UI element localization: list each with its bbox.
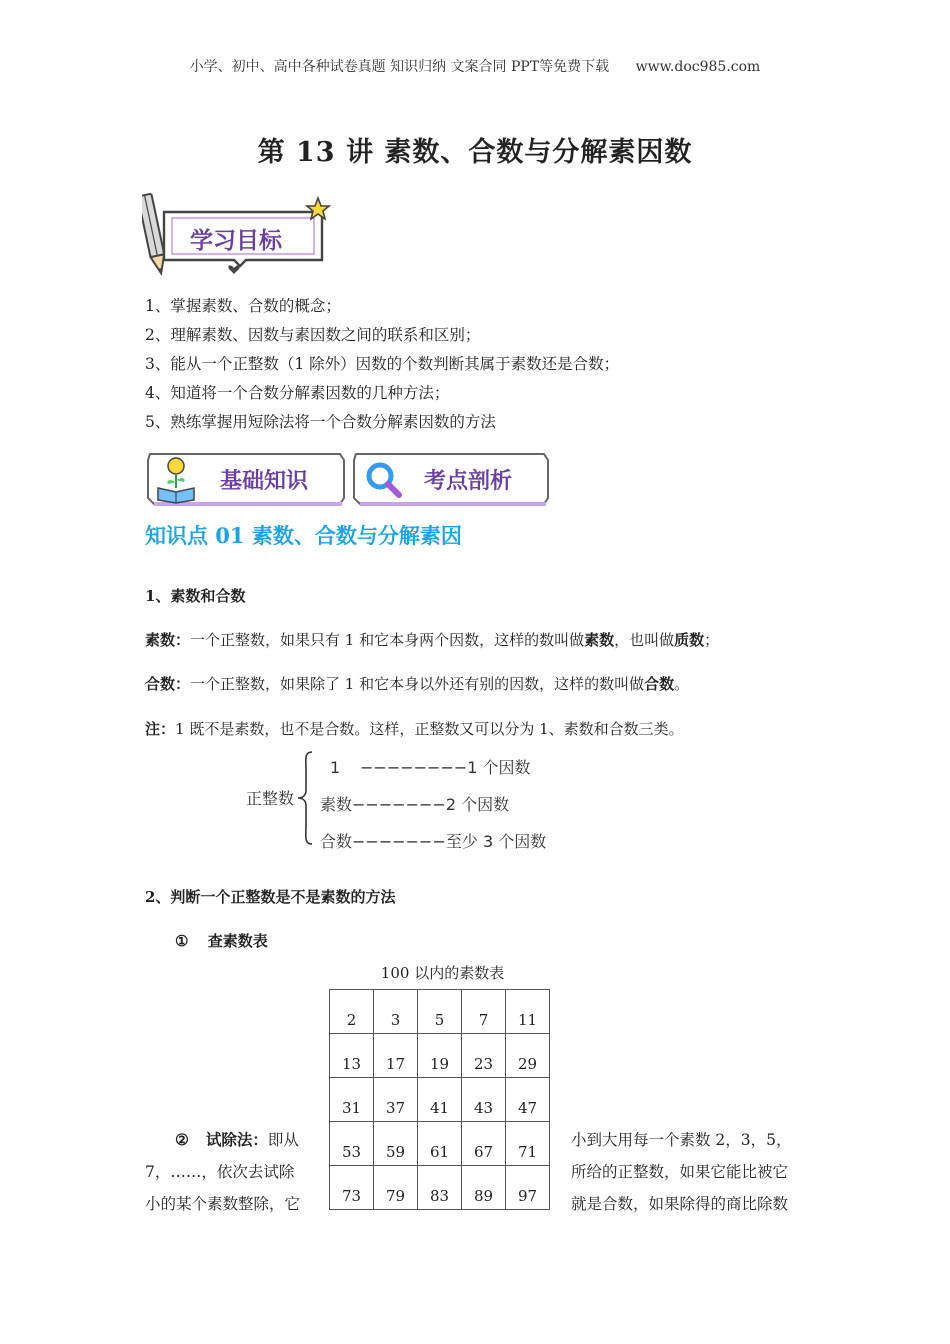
table-row: [330, 990, 550, 1034]
objective-item: 3、能从一个正整数（1 除外）因数的个数判断其属于素数还是合数；: [145, 355, 620, 373]
tree-row: [320, 823, 546, 860]
table-row: [330, 1122, 550, 1166]
section2-heading: 2、判断一个正整数是不是素数的方法: [145, 888, 396, 906]
header-text: 小学、初中、高中各种试卷真题 知识归纳 文案合同 PPT等免费下载: [189, 59, 610, 75]
prime-text: ；: [704, 631, 720, 649]
tree-row-dash: −−−−−−−: [352, 832, 446, 851]
objectives-badge: [142, 190, 337, 280]
table-cell: 73: [330, 1166, 374, 1210]
tab-basic-knowledge: [144, 450, 346, 510]
table-cell: 7: [462, 990, 506, 1034]
table-cell: 41: [418, 1078, 462, 1122]
table-cell: 89: [462, 1166, 506, 1210]
note-text: 1 既不是素数，也不是合数。这样，正整数又可以分为 1、素数和合数三类。: [175, 720, 684, 738]
table-cell: 19: [418, 1034, 462, 1078]
objectives-list: [145, 292, 619, 437]
table-cell: 71: [506, 1122, 550, 1166]
method2-line: [145, 1124, 320, 1156]
prime-term: 素数: [584, 631, 615, 649]
method2-line: 就是合数，如果除得的商比除数: [571, 1195, 789, 1213]
tree-row: [320, 749, 546, 786]
note: [145, 718, 684, 739]
prime-text: ，也叫做: [614, 631, 675, 649]
table-cell: 37: [374, 1078, 418, 1122]
table-cell: 31: [330, 1078, 374, 1122]
method2-right-text: [571, 1124, 811, 1220]
composite-label: 合数：: [145, 675, 191, 693]
tree-root: 正整数: [246, 789, 295, 808]
table-caption: 100 以内的素数表: [380, 964, 505, 982]
prime-term: 质数: [674, 631, 705, 649]
tree-row-dash: −−−−−−−: [352, 795, 446, 814]
tree-rows: [320, 749, 546, 860]
method2-left-text: [145, 1124, 320, 1220]
table-row: [330, 1166, 550, 1210]
table-cell: 79: [374, 1166, 418, 1210]
table-cell: 11: [506, 990, 550, 1034]
page-title: 第 13 讲 素数、合数与分解素因数: [257, 137, 693, 168]
method2-number: ②: [175, 1130, 189, 1149]
method2-line: 所给的正整数，如果它能比被它: [571, 1163, 789, 1181]
composite-text: 。: [674, 675, 690, 693]
table-cell: 83: [418, 1166, 462, 1210]
note-label: 注：: [145, 720, 176, 738]
prime-definition: [145, 629, 719, 650]
table-cell: 59: [374, 1122, 418, 1166]
table-row: [330, 1078, 550, 1122]
table-cell: 61: [418, 1122, 462, 1166]
tree-row-name: 1: [330, 758, 341, 777]
table-cell: 43: [462, 1078, 506, 1122]
objective-item: 4、知道将一个合数分解素因数的几种方法；: [145, 384, 450, 402]
page-header: [0, 56, 950, 76]
method2-title: 试除法：: [205, 1130, 268, 1149]
tab-analysis-label: 考点剖析: [424, 469, 513, 494]
table-cell: 67: [462, 1122, 506, 1166]
tree-row-desc: 1 个因数: [467, 758, 531, 777]
table-cell: 23: [462, 1034, 506, 1078]
objective-item: 2、理解素数、因数与素因数之间的联系和区别；: [145, 326, 481, 344]
method1-title: 查素数表: [207, 932, 268, 950]
table-cell: 97: [506, 1166, 550, 1210]
table-cell: 3: [374, 990, 418, 1034]
header-site: www.doc985.com: [635, 59, 761, 75]
tree-row-desc: 2 个因数: [445, 795, 510, 814]
tab-basic-label: 基础知识: [220, 469, 309, 494]
composite-text: 一个正整数，如果除了 1 和它本身以外还有别的因数，这样的数叫做: [190, 675, 645, 693]
composite-term: 合数: [644, 675, 675, 693]
prime-text: 一个正整数，如果只有 1 和它本身两个因数，这样的数叫做: [190, 631, 585, 649]
method1: [175, 930, 268, 951]
tree-row: [320, 786, 546, 823]
objectives-badge-label: 学习目标: [190, 228, 282, 254]
prime-table: [329, 989, 550, 1210]
table-cell: 13: [330, 1034, 374, 1078]
objective-item: 5、熟练掌握用短除法将一个合数分解素因数的方法: [145, 413, 496, 431]
table-cell: 17: [374, 1034, 418, 1078]
tree-row-name: 合数: [320, 832, 353, 851]
method2-line: 小到大用每一个素数 2，3，5，: [571, 1131, 792, 1149]
table-cell: 29: [506, 1034, 550, 1078]
tree-row-dash: −−−−−−−−: [360, 758, 468, 777]
section1-heading: 1、素数和合数: [145, 587, 246, 605]
knowledge-point-title: 知识点 01 素数、合数与分解素因: [145, 523, 462, 548]
method2-line: 小的某个素数整除，它: [145, 1195, 301, 1213]
method1-number: ①: [175, 932, 189, 950]
method2-line: 7，……，依次去试除: [145, 1163, 295, 1181]
table-cell: 5: [418, 990, 462, 1034]
tree-row-desc: 至少 3 个因数: [445, 832, 547, 851]
book-plant-icon: [154, 454, 198, 504]
method2-text: 即从: [267, 1131, 299, 1149]
tree-row-name: 素数: [320, 795, 353, 814]
tab-analysis: [350, 450, 550, 510]
objective-item: 1、掌握素数、合数的概念；: [145, 297, 341, 315]
table-cell: 47: [506, 1078, 550, 1122]
table-cell: 53: [330, 1122, 374, 1166]
brace-icon: [296, 750, 316, 846]
composite-definition: [145, 673, 689, 694]
table-row: [330, 1034, 550, 1078]
table-cell: 2: [330, 990, 374, 1034]
prime-label: 素数：: [145, 631, 191, 649]
magnifier-icon: [364, 460, 404, 500]
